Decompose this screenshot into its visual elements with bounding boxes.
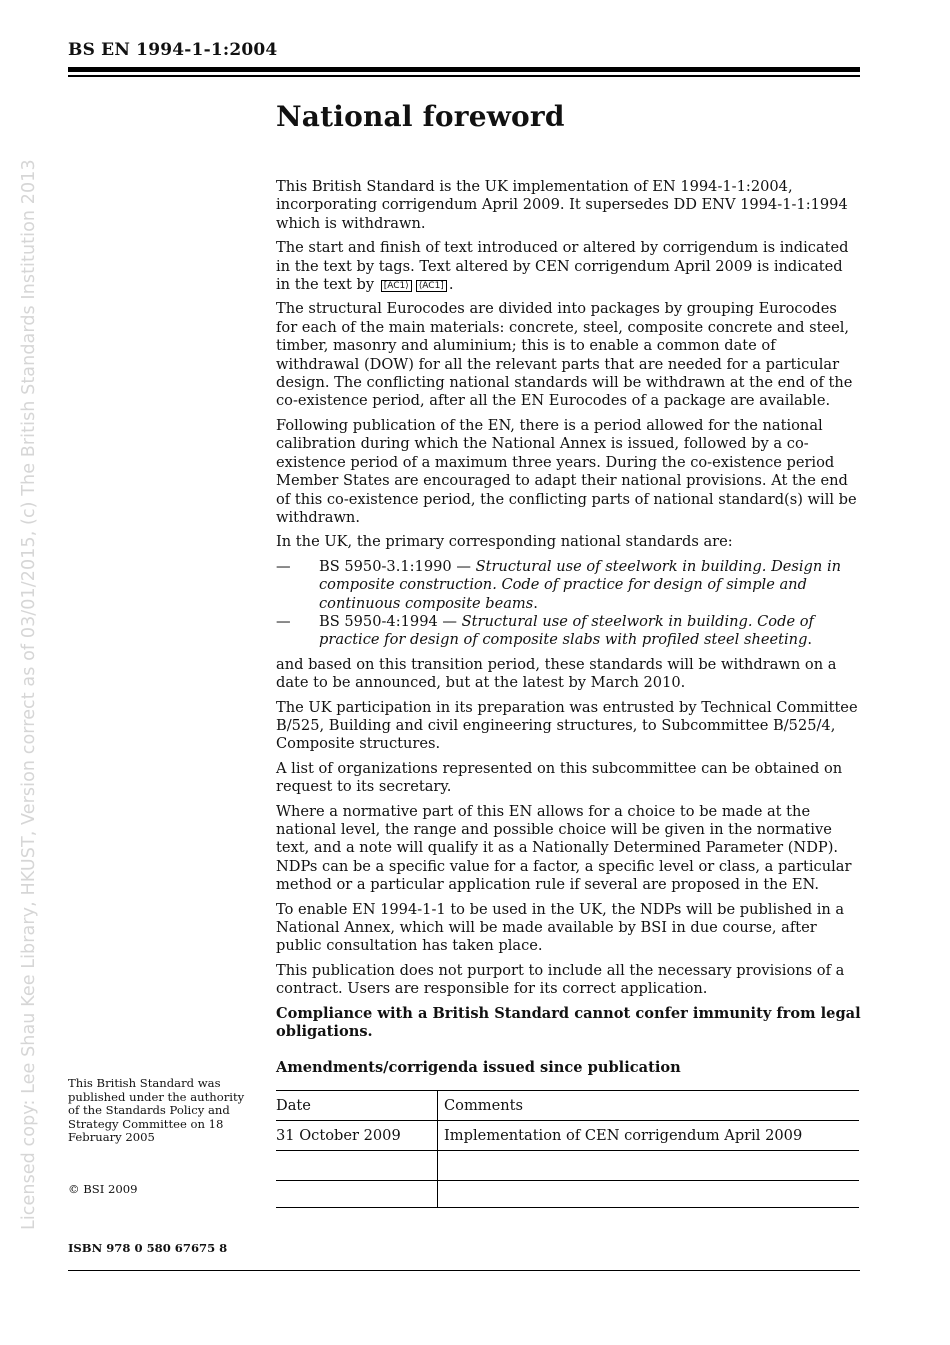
paragraph-corrigendum-tags bbox=[276, 239, 861, 294]
bullet-dash: — bbox=[276, 612, 291, 630]
column-header-date: Date bbox=[276, 1090, 438, 1120]
table-row bbox=[276, 1120, 859, 1150]
corrigendum-text: The start and finish of text introduced or altered by corrigendum is indicated in the text by tags. Text altered by CEN corrigendum April 2009 is indicated in the text by bbox=[276, 239, 849, 294]
paragraph-organizations: A list of organizations represented on this subcommittee can be obtained on request to its secretary. bbox=[276, 759, 843, 796]
paragraph-uk-standards-intro: In the UK, the primary corresponding national standards are: bbox=[276, 533, 733, 551]
table-row bbox=[276, 1150, 859, 1180]
paragraph-transition: and based on this transition period, these standards will be withdrawn on a date to be announced, but at the latest by March 2010. bbox=[276, 655, 837, 692]
paragraph-eurocode-packages: The structural Eurocodes are divided into packages by grouping Eurocodes for each of the main materials: concrete, steel, composite concrete and steel, timber, masonry and aluminium; this is to enable a common date of withdrawal (DOW) for all the relevant parts that are needed for a particular design. The conflicting national standards will be withdrawn at the end of the co-existence period, after all the EN Eurocodes of a package are available. bbox=[276, 300, 853, 410]
paragraph-ndp: Where a normative part of this EN allows for a choice to be made at the national level, the range and possible choice will be given in the normative text, and a note will qualify it as a Nationally Determined Parameter (NDP). NDPs can be a specific value for a factor, a specific level or class, a particular method or a particular application rule if several are proposed in the EN. bbox=[276, 802, 852, 894]
isbn: ISBN 978 0 580 67675 8 bbox=[68, 1241, 228, 1255]
standard-code: BS 5950-4:1994 — bbox=[319, 612, 462, 630]
amendment-comment bbox=[438, 1180, 860, 1207]
ac-close-tag-label: AC1 bbox=[422, 281, 441, 292]
paragraph-committee: The UK participation in its preparation was entrusted by Technical Committee B/525, Building and civil engineering structures, to Subcommittee B/525/4, Composite structures. bbox=[276, 698, 858, 753]
amendment-comment: Implementation of CEN corrigendum April 2009 bbox=[438, 1120, 860, 1150]
ac-open-tag-label: AC1 bbox=[387, 281, 406, 292]
compliance-statement: Compliance with a British Standard cannot confer immunity from legal obligations. bbox=[276, 1004, 861, 1041]
header-rule-thin bbox=[68, 75, 860, 77]
amendments-table bbox=[276, 1090, 859, 1208]
foreword-body bbox=[276, 178, 861, 1208]
column-header-comments: Comments bbox=[438, 1090, 860, 1120]
amendment-date bbox=[276, 1180, 438, 1207]
ac-open-tag-icon: [AC1⟩ bbox=[381, 280, 412, 292]
table-header-row bbox=[276, 1090, 859, 1120]
ac-close-tag-icon: ⟨AC1] bbox=[416, 280, 447, 292]
uk-standards-list bbox=[276, 558, 861, 650]
copyright-notice: © BSI 2009 bbox=[68, 1182, 138, 1196]
amendment-date: 31 October 2009 bbox=[276, 1120, 438, 1150]
standard-title: Structural use of steelwork in building. Design in composite construction. Code of practice for design of simple and continuous composite beams bbox=[319, 557, 842, 612]
license-watermark: Licensed copy: Lee Shau Kee Library, HKUST, Version correct as of 03/01/2015, (c) The British Standards Institution 2013 bbox=[19, 159, 39, 1230]
list-item bbox=[276, 558, 861, 613]
amendment-comment bbox=[438, 1150, 860, 1180]
standard-title: Structural use of steelwork in building. Code of practice for design of composite slabs with profiled steel sheeting bbox=[319, 612, 814, 649]
bullet-dash: — bbox=[276, 557, 291, 575]
table-row bbox=[276, 1180, 859, 1207]
publication-note: This British Standard was published under the authority of the Standards Policy and Strategy Committee on 18 February 2005 bbox=[68, 1076, 245, 1145]
standard-end: . bbox=[533, 594, 538, 612]
footer-rule bbox=[68, 1270, 860, 1271]
standard-end: . bbox=[807, 631, 813, 649]
amendment-date bbox=[276, 1150, 438, 1180]
paragraph-calibration-period: Following publication of the EN, there is a period allowed for the national calibration during which the National Annex is issued, followed by a co-existence period of a maximum three years. During the co-existence period Member States are encouraged to adapt their national provisions. At the end of this co-existence period, the conflicting parts of national standard(s) will be withdrawn. bbox=[276, 416, 857, 526]
list-item bbox=[276, 613, 861, 650]
standard-code: BS 5950-3.1:1990 — bbox=[319, 557, 476, 575]
corrigendum-end: . bbox=[448, 276, 454, 294]
paragraph-implementation: This British Standard is the UK implementation of EN 1994-1-1:2004, incorporating corrigendum April 2009. It supersedes DD ENV 1994-1-1:1994 which is withdrawn. bbox=[276, 178, 848, 232]
header-rule-thick bbox=[68, 67, 860, 72]
page-title: National foreword bbox=[276, 100, 565, 133]
paragraph-national-annex: To enable EN 1994-1-1 to be used in the UK, the NDPs will be published in a National Annex, which will be made available by BSI in due course, after public consultation has taken place. bbox=[276, 900, 845, 955]
standard-id-header: BS EN 1994-1-1:2004 bbox=[68, 40, 278, 60]
amendments-heading: Amendments/corrigenda issued since publication bbox=[276, 1059, 681, 1077]
paragraph-contract: This publication does not purport to include all the necessary provisions of a contract. Users are responsible for its correct application. bbox=[276, 961, 845, 998]
